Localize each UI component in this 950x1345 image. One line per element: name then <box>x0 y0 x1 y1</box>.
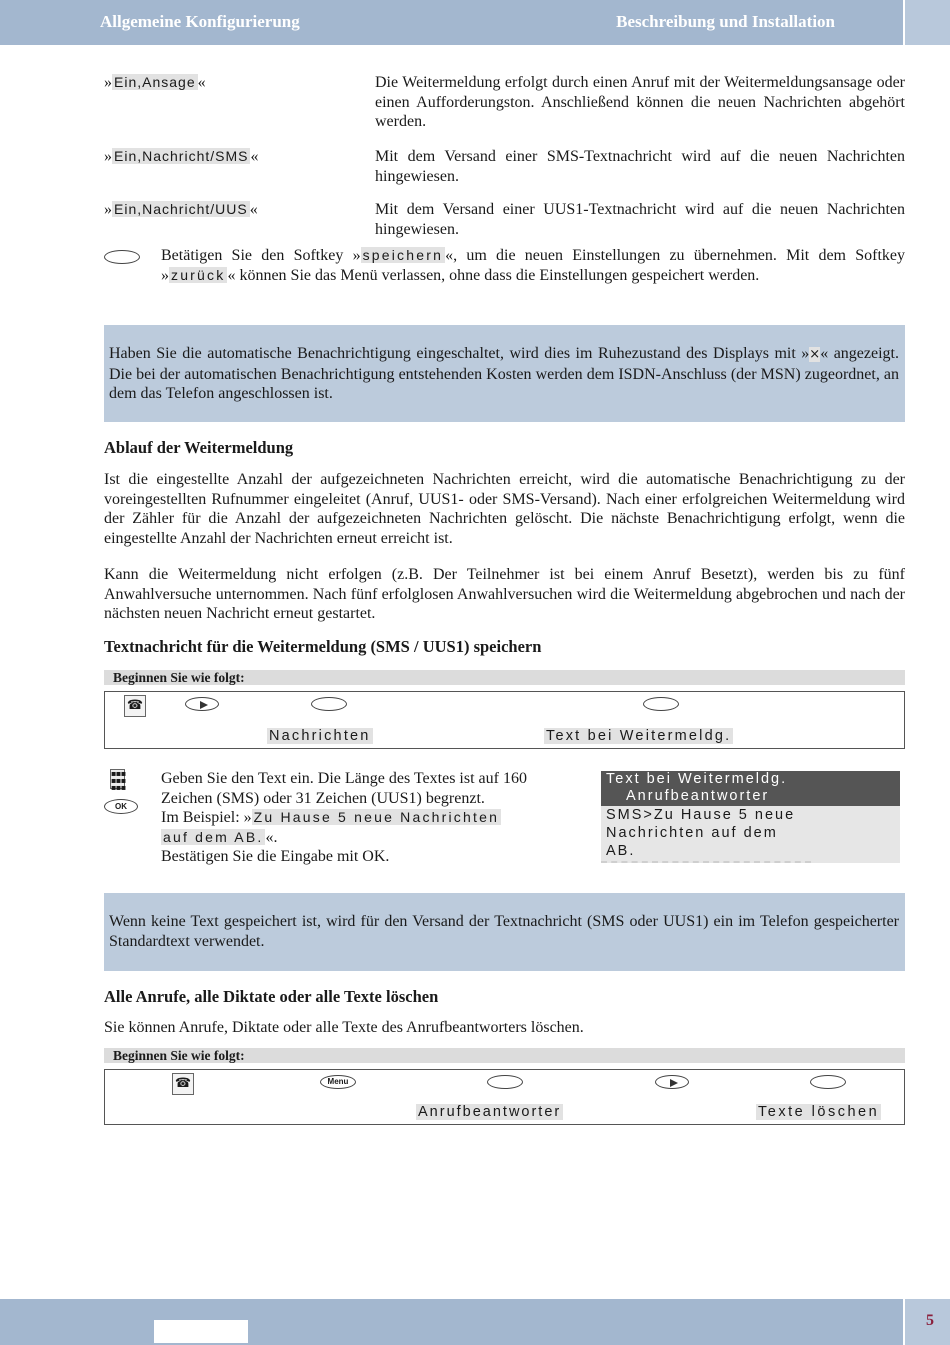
phone-display <box>601 771 900 863</box>
header-right-title: Beschreibung und Installation <box>616 12 835 31</box>
key-sequence <box>104 691 905 749</box>
ok-key-icon: OK <box>104 799 138 814</box>
play-key-icon <box>655 1075 689 1089</box>
page-header <box>0 0 903 45</box>
softkey-icon <box>810 1075 846 1089</box>
section-heading: Ablauf der Weitermeldung <box>104 438 294 457</box>
softkey-instruction: Betätigen Sie den Softkey » speichern «, um die neuen Einstellungen zu übernehmen. Mit dem Softkey » zurück « können Sie das Menü verlassen, ohne dass die Einstellungen gespeichert werden. <box>161 247 905 284</box>
page-footer <box>0 1299 903 1345</box>
phone-handset-icon: ☎ <box>124 695 146 717</box>
phone-handset-icon: ☎ <box>172 1073 194 1095</box>
section-heading: Textnachricht für die Weitermeldung (SMS / UUS1) speichern <box>104 637 542 656</box>
info-box <box>104 325 905 422</box>
key-sequence <box>104 1069 905 1125</box>
option-label: » Ein,Ansage « <box>104 74 206 91</box>
paragraph: Kann die Weitermeldung nicht erfolgen (z.B. Der Teilnehmer ist bei einem Anruf Besetzt), werden bis zu fünf Anwahlversuche unternommen. Nach fünf erfolglosen Anwahlversuchen wird die Weitermeldung abgebrochen und nach der nächsten neuen Nachricht erneut gestartet. <box>104 566 905 622</box>
begin-label: Beginnen Sie wie folgt: <box>104 670 905 685</box>
option-description: Mit dem Versand einer SMS-Textnachricht wird auf die neuen Nachrichten hingewiesen. <box>375 148 905 185</box>
softkey-icon <box>104 250 140 264</box>
footer-label-box <box>154 1320 248 1343</box>
paragraph: Sie können Anrufe, Diktate oder alle Texte des Anrufbeantworters löschen. <box>104 1019 584 1036</box>
option-label: » Ein,Nachricht/UUS « <box>104 201 258 218</box>
display-line: Nachrichten auf dem <box>606 825 778 841</box>
begin-label: Beginnen Sie wie folgt: <box>104 1048 905 1063</box>
display-header: Text bei Weitermeldg. Anrufbeantworter <box>601 771 900 806</box>
step-instruction: Geben Sie den Text ein. Die Länge des Textes ist auf 160 Zeichen (SMS) oder 31 Zeichen (UUS1) begrenzt. Im Beispiel: » Zu Hause 5 neue Nachrichten auf dem AB. «. Bestätigen Sie die Eingabe mit OK. <box>161 770 527 865</box>
option-description: Die Weitermeldung erfolgt durch einen Anruf mit der Weitermeldungsansage oder einen Aufforderungston. Anschließend können die neuen Nachrichten abgehört werden. <box>375 74 905 130</box>
softkey-label: Nachrichten <box>269 728 371 744</box>
info-text: Haben Sie die automatische Benachrichtigung eingeschaltet, wird dies im Ruhezustand des Displays mit »×« angezeigt. Die bei der automatischen Benachrichtigung entstehenden Kosten werden dem ISDN-Anschluss (der MSN) zugeordnet, an dem das Telefon angeschlossen ist. <box>109 345 900 402</box>
option-description: Mit dem Versand einer UUS1-Textnachricht wird auf die neuen Nachrichten hingewiesen. <box>375 201 905 238</box>
keypad-icon: ▪▪▪ ▪▪▪ ▪▪▪ <box>111 769 126 792</box>
softkey-icon <box>487 1075 523 1089</box>
display-divider <box>601 861 811 863</box>
softkey-icon <box>311 697 347 711</box>
header-tab <box>905 0 950 45</box>
softkey-label: Anrufbeantworter <box>418 1104 562 1120</box>
page-number: 5 <box>926 1312 934 1329</box>
info-text: Wenn keine Text gespeichert ist, wird für den Versand der Textnachricht (SMS oder UUS1) ein im Telefon gespeicherter Standardtext verwendet. <box>109 913 899 950</box>
play-key-icon <box>185 697 219 711</box>
softkey-label: Texte löschen <box>758 1104 880 1120</box>
paragraph: Ist die eingestellte Anzahl der aufgezeichneten Nachrichten erreicht, wird die automatische Benachrichtigung zu der voreingestellten Rufnummer eingeleitet (Anruf, UUS1- oder SMS-Versand). Nach einer erfolgreichen Weitermeldung wird der Zähler für die Anzahl der aufgezeichneten Nachrichten gelöscht. Die nächste Benachrichtigung erfolgt, wenn die eingestellte Anzahl der Nachrichten erneut erreicht ist. <box>104 471 905 547</box>
section-heading: Alle Anrufe, alle Diktate oder alle Texte löschen <box>104 987 439 1006</box>
display-line: AB. <box>606 843 636 859</box>
header-left-title: Allgemeine Konfigurierung <box>100 12 300 31</box>
notification-symbol-icon: × <box>809 347 821 362</box>
softkey-icon <box>643 697 679 711</box>
option-label: » Ein,Nachricht/SMS « <box>104 148 259 165</box>
menu-key-icon: Menu <box>320 1075 356 1089</box>
display-line: SMS>Zu Hause 5 neue <box>606 807 796 823</box>
softkey-label: Text bei Weitermeldg. <box>546 728 732 744</box>
info-box <box>104 893 905 971</box>
